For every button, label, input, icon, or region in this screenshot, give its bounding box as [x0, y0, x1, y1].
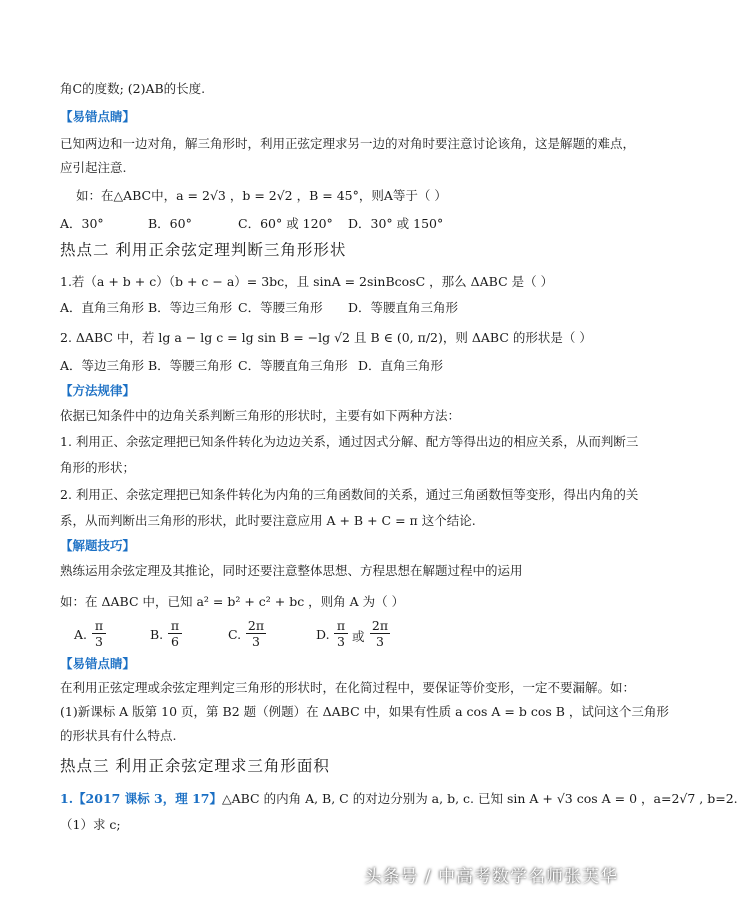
option-d: D．直角三角形 [358, 358, 444, 373]
section-tag-error-tips: 【易错点睛】 [60, 109, 136, 124]
example-line: 如：在 ΔABC 中，已知 a² = b² + c² + bc ，则角 A 为（ ） [60, 594, 405, 609]
question-text: △ABC 的内角 A, B, C 的对边分别为 a, b, c. 已知 sin A + √3 cos A = 0 ，a=2√7 , b=2. [222, 791, 738, 806]
question-2: 2. ΔABC 中，若 lg a − lg c = lg sin B = −lg √2 且 B ∈ (0, π/2)，则 ΔABC 的形状是（ ） [60, 330, 592, 345]
option-c: C．等腰三角形 [238, 300, 323, 315]
text-line: 在利用正弦定理或余弦定理判定三角形的形状时，在化简过程中，要保证等价变形，一定不要漏解。如： [60, 680, 636, 695]
text-line: 角C的度数; (2)AB的长度. [60, 81, 206, 96]
question-1: 1.若（a + b + c）（b + c − a）= 3bc，且 sinA = 2sinBcosC ，那么 ΔABC 是（ ） [60, 274, 554, 289]
text-line: 系，从而判断出三角形的形状，此时要注意应用 A + B + C = π 这个结论. [60, 513, 476, 528]
text-line: 熟练运用余弦定理及其推论，同时还要注意整体思想、方程思想在解题过程中的运用 [60, 563, 523, 578]
text-line: (1)新课标 A 版第 10 页，第 B2 题（例题）在 ΔABC 中，如果有性质 a cos A = b cos B ，试问这个三角形 [60, 704, 669, 719]
fraction-denominator: 3 [95, 634, 103, 649]
fraction-denominator: 3 [376, 634, 384, 649]
option-a: A．直角三角形 [60, 300, 145, 315]
fraction-denominator: 3 [252, 634, 260, 649]
option-b: B．等腰三角形 [148, 358, 233, 373]
fraction-numerator: 2π [371, 618, 389, 633]
option-a: A．等边三角形 [60, 358, 145, 373]
options-row: A. $\frac{\pi}{3}$ B. $\frac{\pi}{6}$ C. $\frac{2\pi}{3}$ D. $\frac{\pi}{3}$ 或 $\frac{2\pi}{3}$ [74, 618, 389, 649]
section-heading: 热点二 利用正余弦定理判断三角形形状 [60, 241, 347, 259]
watermark: 头条号 / 中高考数学名师张芙华 [364, 867, 618, 887]
question-1 [60, 791, 738, 807]
section-tag-error-tips: 【易错点睛】 [60, 656, 136, 671]
text-line: 应引起注意. [60, 160, 127, 175]
text-line: 角形的形状； [60, 460, 136, 475]
section-tag-method: 【方法规律】 [60, 383, 136, 398]
section-heading: 热点三 利用正余弦定理求三角形面积 [60, 757, 330, 775]
option-b: B．60° [148, 216, 192, 231]
source-tag: 1.【2017 课标 3，理 17】 [60, 791, 222, 806]
fraction-numerator: π [92, 618, 106, 634]
text-line: 2. 利用正、余弦定理把已知条件转化为内角的三角函数间的关系，通过三角函数恒等变形，得出内角的关 [60, 487, 639, 502]
text-line: 1. 利用正、余弦定理把已知条件转化为边边关系，通过因式分解、配方等得出边的相应关系，从而判断三 [60, 434, 639, 449]
text-line: 已知两边和一边对角，解三角形时，利用正弦定理求另一边的对角时要注意讨论该角，这是解题的难点， [60, 136, 636, 151]
fraction-numerator: π [334, 618, 348, 634]
sub-question: （1）求 c; [60, 817, 121, 832]
fraction-denominator: 6 [171, 634, 179, 649]
example-line: 如：在△ABC中，a = 2√3 ，b = 2√2 ，B = 45°，则A等于（ ） [76, 188, 447, 203]
option-b: B．等边三角形 [148, 300, 233, 315]
option-c: C．等腰直角三角形 [238, 358, 348, 373]
fraction-numerator: 2π [247, 618, 265, 633]
section-tag-technique: 【解题技巧】 [60, 538, 136, 553]
option-c: C．60° 或 120° [238, 216, 333, 231]
option-d: D．30° 或 150° [348, 216, 444, 231]
text-line: 的形状具有什么特点. [60, 728, 177, 743]
option-d: D．等腰直角三角形 [348, 300, 459, 315]
option-a: A．30° [60, 216, 104, 231]
fraction-numerator: π [168, 618, 182, 634]
fraction-denominator: 3 [337, 634, 345, 649]
text-line: 依据已知条件中的边角关系判断三角形的形状时，主要有如下两种方法： [60, 408, 461, 423]
